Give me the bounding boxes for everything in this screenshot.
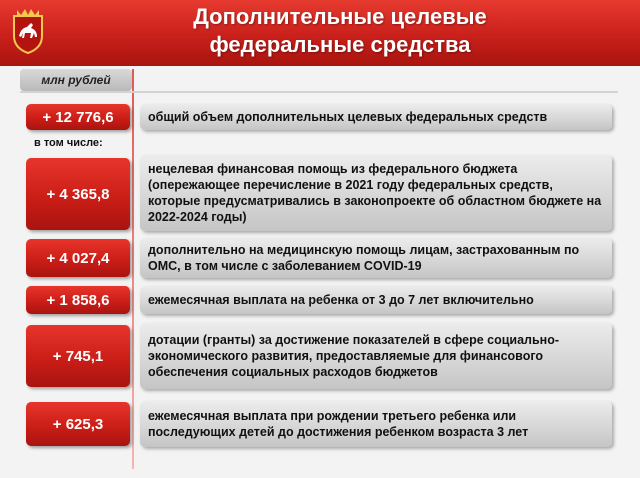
item-value-box: + 4 365,8	[26, 158, 130, 230]
item-value-box: + 625,3	[26, 402, 130, 446]
region-emblem-icon	[11, 6, 45, 54]
page-title	[150, 3, 530, 59]
total-description-box: общий объем дополнительных целевых федеральных средств	[140, 104, 612, 130]
total-value-box: + 12 776,6	[26, 104, 130, 130]
title-line-2: федеральные средства	[209, 32, 471, 57]
item-description-box: ежемесячная выплата на ребенка от 3 до 7 лет включительно	[140, 286, 612, 314]
unit-bar	[20, 69, 132, 91]
item-description-box: нецелевая финансовая помощь из федерального бюджета (опережающее перечисление в 2021 году федеральных средств, которые предусматривались в законопроекте об областном бюджете на 2022-2024 годы)	[140, 155, 612, 231]
item-description-box: дополнительно на медицинскую помощь лицам, застрахованным по ОМС, в том числе с заболеванием COVID-19	[140, 238, 612, 278]
divider-horizontal	[20, 91, 618, 93]
item-description-box: дотации (гранты) за достижение показателей в сфере социально-экономического развития, предоставляемые для финансового обеспечения социальных расходов бюджетов	[140, 323, 612, 389]
item-value-box: + 1 858,6	[26, 286, 130, 314]
divider-vertical	[132, 69, 134, 469]
title-line-1: Дополнительные целевые	[193, 4, 487, 29]
including-label: в том числе:	[34, 137, 103, 149]
item-description-box: ежемесячная выплата при рождении третьего ребенка или последующих детей до достижения ребенком возраста 3 лет	[140, 401, 612, 447]
item-value-box: + 4 027,4	[26, 239, 130, 277]
header-bar	[0, 0, 640, 66]
item-value-box: + 745,1	[26, 325, 130, 387]
unit-label: млн рублей	[41, 73, 111, 87]
